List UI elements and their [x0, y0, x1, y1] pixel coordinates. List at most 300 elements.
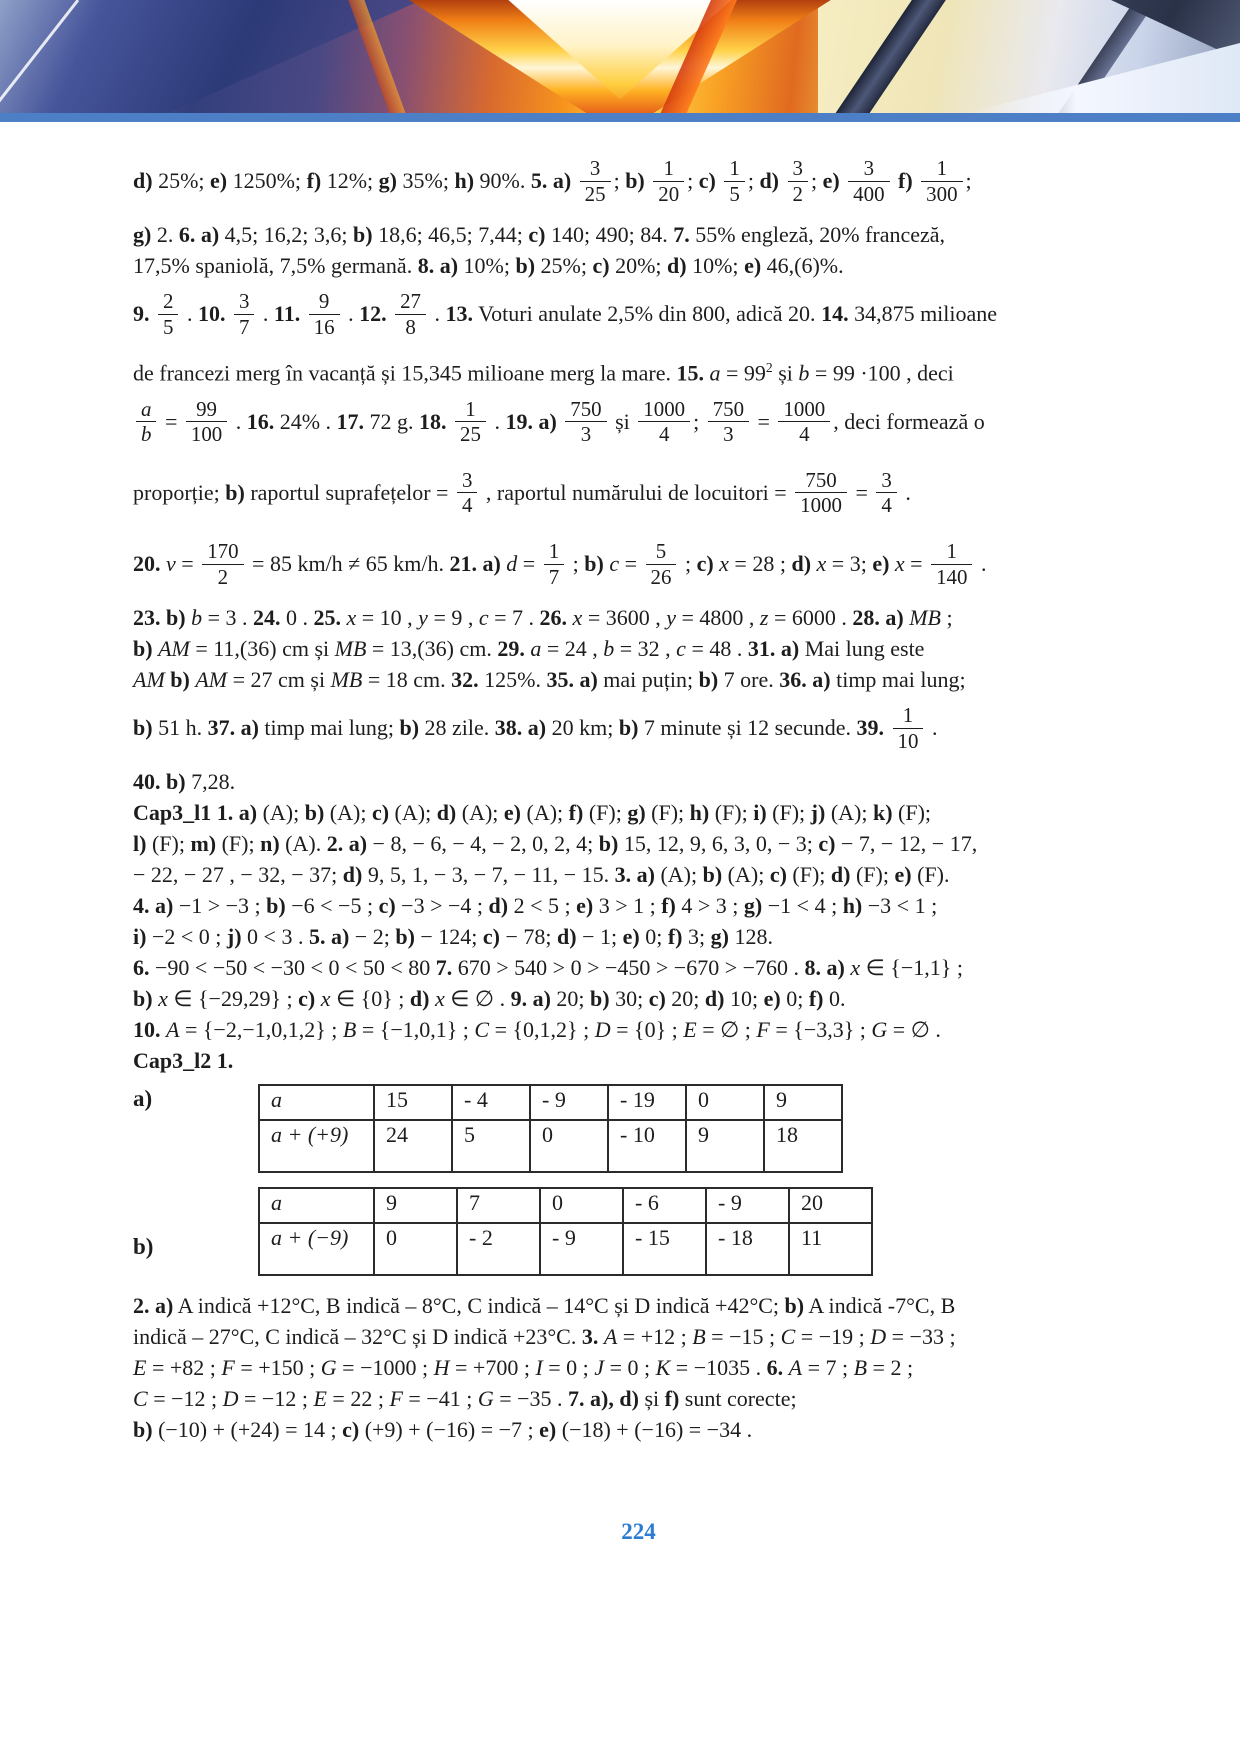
text-segment: b): [266, 893, 286, 919]
text-segment: 6.: [766, 1355, 784, 1381]
text-segment: e): [872, 551, 890, 577]
text-segment: = −15 ;: [705, 1324, 781, 1350]
text-segment: x: [816, 551, 827, 577]
fraction: [931, 540, 972, 588]
fraction: [778, 398, 830, 446]
fraction: [136, 398, 156, 446]
text-segment: ;: [965, 168, 972, 194]
text-segment: [447, 409, 453, 434]
text-segment: c: [478, 605, 489, 631]
answer-line: [133, 1352, 1144, 1383]
text-segment: AM: [195, 667, 228, 693]
text-segment: c): [698, 168, 716, 194]
text-segment: b): [598, 831, 619, 857]
text-segment: x: [346, 605, 357, 631]
text-segment: A indică -7°C, B: [804, 1293, 956, 1319]
text-segment: MB: [334, 636, 367, 662]
table-label: a): [133, 1086, 153, 1112]
text-segment: b): [170, 667, 190, 693]
text-segment: c): [528, 222, 546, 248]
fraction-denominator: 2: [792, 181, 803, 206]
text-segment: 18,6; 46,5; 7,44;: [372, 222, 529, 248]
answer-line: [133, 983, 1144, 1014]
text-segment: 9, 5, 1, − 3, − 7, − 11, − 15.: [362, 862, 615, 888]
answer-line: [133, 1414, 1144, 1445]
table-cell: - 19: [608, 1085, 686, 1120]
fraction: [202, 540, 243, 588]
answer-line: [133, 859, 1144, 890]
text-segment: J: [594, 1355, 605, 1381]
text-segment: x: [320, 986, 331, 1012]
text-segment: A indică +12°C, B indică – 8°C, C indică – 14°C și D indică +42°C;: [173, 1293, 785, 1319]
text-segment: de francezi merg în vacanță și 15,345 milioane merg la mare.: [133, 360, 677, 386]
text-segment: d): [133, 168, 153, 194]
text-segment: e): [576, 893, 594, 919]
fraction-numerator: 750: [795, 469, 847, 494]
text-segment: e): [763, 986, 781, 1012]
answer-lines-bottom: [133, 1290, 1144, 1445]
text-segment: [225, 301, 231, 326]
text-segment: =: [175, 551, 200, 577]
text-segment: G: [320, 1355, 337, 1381]
answer-line: [133, 531, 1144, 602]
text-segment: d): [557, 924, 577, 950]
answer-line: [133, 766, 1144, 797]
text-segment: =: [752, 408, 776, 434]
text-segment: D: [870, 1324, 887, 1350]
text-segment: ;: [613, 168, 626, 194]
text-segment: (A);: [825, 800, 873, 826]
table-cell: a: [259, 1188, 374, 1223]
fraction-denominator: 140: [936, 564, 968, 589]
text-segment: [300, 301, 306, 326]
text-segment: 40. b): [133, 769, 186, 795]
text-segment: f): [664, 1386, 680, 1412]
text-segment: = 2 ;: [867, 1355, 914, 1381]
text-segment: b: [798, 360, 810, 386]
text-segment: ∈ {−1,1} ;: [860, 955, 963, 981]
text-segment: = 7 ;: [802, 1355, 854, 1381]
text-segment: d: [506, 551, 518, 577]
text-segment: = 99: [720, 360, 766, 386]
text-segment: .: [975, 551, 987, 577]
text-segment: = −33 ;: [886, 1324, 956, 1350]
text-segment: = {−3,3} ;: [769, 1017, 872, 1043]
fraction-denominator: 5: [163, 314, 174, 339]
text-segment: A: [166, 1017, 180, 1043]
text-segment: (F);: [709, 800, 754, 826]
table-cell: 15: [374, 1085, 452, 1120]
text-segment: =: [619, 551, 643, 577]
text-segment: e): [539, 1417, 557, 1443]
text-segment: E: [313, 1386, 327, 1412]
fraction-numerator: 1: [455, 398, 486, 423]
text-segment: 19. a): [505, 408, 557, 434]
text-segment: (F);: [892, 800, 932, 826]
text-segment: 7.: [435, 955, 453, 981]
text-segment: n): [260, 831, 280, 857]
text-segment: = 10 ,: [356, 605, 419, 631]
fraction: [580, 157, 611, 205]
text-segment: B: [853, 1355, 868, 1381]
text-segment: b): [225, 479, 245, 505]
text-segment: 20 km;: [546, 715, 619, 741]
text-segment: 8. a): [804, 955, 845, 981]
text-segment: g): [133, 222, 152, 248]
fraction-denominator: 4: [881, 493, 892, 518]
text-segment: A: [603, 1324, 618, 1350]
text-segment: 15.: [676, 360, 704, 386]
text-segment: ;: [687, 168, 699, 194]
text-segment: = −1035 .: [670, 1355, 767, 1381]
text-segment: = ∅ .: [887, 1017, 941, 1043]
fraction: [646, 540, 677, 588]
text-segment: .: [257, 301, 274, 327]
text-segment: 12.: [359, 301, 387, 327]
text-segment: 37. a): [207, 715, 259, 741]
text-segment: 0 < 3 .: [241, 924, 309, 950]
text-segment: și: [638, 1386, 665, 1412]
fraction-numerator: 27: [395, 290, 426, 315]
text-segment: c): [818, 831, 836, 857]
fraction-denominator: 10: [897, 728, 919, 753]
answer-line: [133, 281, 1144, 352]
table-cell: 11: [789, 1223, 872, 1275]
text-segment: = 9 ,: [427, 605, 479, 631]
text-segment: − 8, − 6, − 4, − 2, 0, 2, 4;: [367, 831, 599, 857]
text-segment: (A);: [654, 862, 703, 888]
text-segment: F: [221, 1355, 235, 1381]
fraction-numerator: 3: [457, 469, 477, 494]
text-segment: H: [433, 1355, 450, 1381]
text-segment: b): [698, 667, 719, 693]
text-segment: 24% .: [274, 408, 337, 434]
text-segment: 11.: [273, 301, 301, 327]
text-segment: și: [609, 408, 636, 434]
text-segment: b): [133, 636, 153, 662]
text-segment: h): [689, 800, 710, 826]
text-segment: = {−2,−1,0,1,2} ;: [179, 1017, 343, 1043]
text-segment: x: [572, 605, 583, 631]
table-cell: 9: [686, 1120, 764, 1172]
text-segment: d): [409, 986, 430, 1012]
text-segment: l): [133, 831, 147, 857]
text-segment: = +82 ;: [146, 1355, 222, 1381]
text-segment: 10.: [133, 1017, 161, 1043]
text-segment: 30;: [609, 986, 649, 1012]
text-segment: [571, 168, 577, 193]
answer-line: [133, 148, 1144, 219]
text-segment: =: [904, 551, 929, 577]
table-row: [259, 1188, 872, 1223]
fraction-numerator: 170: [202, 540, 243, 565]
text-segment: b): [584, 551, 604, 577]
text-segment: 10%;: [458, 253, 516, 279]
text-segment: ∈ {−29,29} ;: [167, 986, 299, 1012]
text-segment: C: [474, 1017, 490, 1043]
fraction-denominator: 100: [190, 422, 223, 447]
text-segment: f): [667, 924, 683, 950]
text-segment: d): [436, 800, 457, 826]
text-segment: E: [683, 1017, 697, 1043]
text-segment: D: [222, 1386, 239, 1412]
text-segment: (A);: [324, 800, 372, 826]
answer-line: [133, 1045, 1144, 1076]
text-segment: = 32 ,: [614, 636, 677, 662]
fraction: [876, 469, 896, 517]
text-segment: b): [618, 715, 639, 741]
fraction-denominator: 25: [460, 422, 481, 447]
text-segment: = 24 ,: [541, 636, 604, 662]
text-segment: = 18 cm.: [362, 667, 452, 693]
fraction-numerator: 1: [544, 540, 564, 565]
text-segment: MB: [909, 605, 941, 631]
table-cell: 5: [452, 1120, 530, 1172]
text-segment: 14.: [821, 301, 849, 327]
table-cell: 7: [457, 1188, 540, 1223]
table-cell: a: [259, 1085, 374, 1120]
text-segment: x: [894, 551, 905, 577]
fraction: [788, 157, 808, 205]
text-segment: e): [503, 800, 521, 826]
text-segment: MB: [330, 667, 363, 693]
text-segment: 2. a): [326, 831, 368, 857]
text-segment: (F);: [583, 800, 628, 826]
answer-tables: [133, 1084, 1144, 1276]
text-segment: [387, 301, 393, 326]
fraction-numerator: 99: [186, 398, 227, 423]
text-segment: b: [603, 636, 615, 662]
text-segment: 3;: [682, 924, 711, 950]
fraction: [186, 398, 227, 446]
table-cell: - 9: [706, 1188, 789, 1223]
text-segment: .: [899, 479, 911, 505]
table-cell: 9: [374, 1188, 457, 1223]
text-segment: .: [230, 408, 247, 434]
text-segment: (F);: [786, 862, 831, 888]
text-segment: 2. a): [133, 1293, 174, 1319]
text-segment: G: [871, 1017, 888, 1043]
text-segment: 25.: [313, 605, 341, 631]
text-segment: 31. a): [747, 636, 800, 662]
text-segment: ;: [810, 168, 823, 194]
fraction-denominator: 8: [405, 314, 416, 339]
text-segment: = 85 km/h ≠ 65 km/h.: [246, 551, 450, 577]
answer-line: [133, 664, 1144, 695]
answer-lines-top: [133, 148, 1144, 1076]
text-segment: (A);: [257, 800, 305, 826]
answer-line: [133, 219, 1144, 250]
answer-line: [133, 460, 1144, 531]
text-segment: = 28 ;: [728, 551, 792, 577]
text-segment: 12%;: [321, 168, 379, 194]
fraction-numerator: 1: [724, 157, 744, 182]
fraction: [795, 469, 847, 517]
values-table: [258, 1084, 843, 1173]
text-segment: 17.: [336, 408, 365, 434]
fraction-denominator: 25: [584, 181, 606, 206]
text-segment: d): [704, 986, 725, 1012]
text-segment: x: [158, 986, 168, 1012]
text-segment: sunt corecte;: [679, 1386, 797, 1412]
table-row: [259, 1085, 842, 1120]
answers-content: [0, 122, 1240, 1545]
answer-line: [133, 921, 1144, 952]
text-segment: −2 < 0 ;: [146, 924, 227, 950]
text-segment: a: [530, 636, 542, 662]
text-segment: 20.: [133, 551, 161, 577]
text-segment: e): [210, 168, 228, 194]
text-segment: − 78;: [500, 924, 558, 950]
text-segment: f): [898, 168, 913, 194]
table-label: b): [133, 1234, 154, 1260]
text-segment: [557, 409, 563, 434]
text-segment: = {−1,0,1} ;: [356, 1017, 475, 1043]
text-segment: [779, 168, 785, 193]
text-segment: g): [627, 800, 646, 826]
fraction-denominator: 5: [729, 181, 740, 206]
table-cell: 20: [789, 1188, 872, 1223]
table-row: [259, 1223, 872, 1275]
text-segment: − 124;: [414, 924, 483, 950]
text-segment: = −1000 ;: [336, 1355, 434, 1381]
answer-line: [133, 352, 1144, 388]
text-segment: =: [517, 551, 541, 577]
text-segment: c): [371, 800, 390, 826]
table-cell: - 9: [540, 1223, 623, 1275]
text-segment: x: [850, 955, 861, 981]
text-segment: E: [133, 1355, 147, 1381]
text-segment: 3 > 1 ;: [593, 893, 662, 919]
text-segment: 21. a): [449, 551, 501, 577]
text-segment: 17,5% spaniolă, 7,5% germană.: [133, 253, 418, 279]
text-segment: D: [594, 1017, 611, 1043]
text-segment: B: [692, 1324, 706, 1350]
text-segment: 18.: [419, 408, 447, 434]
fraction-denominator: b: [141, 422, 152, 447]
text-segment: indică – 27°C, C indică – 32°C și D indică +23°C.: [133, 1324, 582, 1350]
text-segment: c): [592, 253, 610, 279]
text-segment: AM: [158, 636, 190, 662]
table-cell: 9: [764, 1085, 842, 1120]
text-segment: = {0} ;: [610, 1017, 684, 1043]
text-segment: 670 > 540 > 0 > −450 > −670 > −760 .: [452, 955, 805, 981]
fraction-denominator: 4: [461, 493, 473, 518]
text-segment: m): [190, 831, 217, 857]
text-segment: 24.: [252, 605, 281, 631]
text-segment: d): [830, 862, 851, 888]
fraction-denominator: 1000: [800, 493, 842, 518]
text-segment: 35%;: [397, 168, 455, 194]
text-segment: 3.: [581, 1324, 599, 1350]
fraction-numerator: 1: [921, 157, 962, 182]
text-segment: b): [590, 986, 610, 1012]
text-segment: (A);: [722, 862, 770, 888]
text-segment: (F);: [645, 800, 690, 826]
text-segment: 7. a), d): [568, 1386, 639, 1412]
answer-line: [133, 1321, 1144, 1352]
text-segment: 6.: [133, 955, 150, 981]
text-segment: b): [625, 168, 645, 194]
text-segment: 6. a): [178, 222, 220, 248]
text-segment: = {0,1,2} ;: [489, 1017, 595, 1043]
text-segment: AM: [133, 667, 165, 693]
text-segment: și: [772, 360, 799, 386]
fraction: [158, 290, 178, 338]
text-segment: = 4800 ,: [676, 605, 760, 631]
text-segment: a: [709, 360, 721, 386]
fraction-numerator: a: [136, 398, 156, 423]
text-segment: b): [399, 715, 420, 741]
text-segment: 10;: [724, 986, 764, 1012]
text-segment: 39.: [856, 715, 885, 741]
text-segment: .: [488, 408, 506, 434]
text-segment: c: [676, 636, 686, 662]
text-segment: 26.: [539, 605, 568, 631]
text-segment: b): [133, 1417, 153, 1443]
fraction-denominator: 26: [650, 564, 672, 589]
text-segment: g): [743, 893, 763, 919]
text-segment: 25%;: [152, 168, 211, 194]
text-segment: Mai lung este: [799, 636, 925, 662]
text-segment: .: [428, 301, 446, 327]
text-segment: Cap3_l2 1.: [133, 1048, 234, 1074]
text-segment: −6 < −5 ;: [285, 893, 379, 919]
text-segment: −1 < 4 ;: [762, 893, 843, 919]
text-segment: 28 zile.: [419, 715, 495, 741]
text-segment: 72 g.: [364, 408, 420, 434]
answer-table-block-a: [133, 1084, 1144, 1173]
text-segment: C: [780, 1324, 796, 1350]
text-segment: = 13,(36) cm.: [366, 636, 498, 662]
text-segment: 15, 12, 9, 6, 3, 0, − 3;: [618, 831, 819, 857]
fraction-denominator: 3: [723, 422, 734, 447]
text-segment: b): [702, 862, 723, 888]
text-segment: d): [759, 168, 779, 194]
text-segment: f): [661, 893, 676, 919]
text-segment: .: [342, 301, 360, 327]
text-segment: = 22 ;: [326, 1386, 390, 1412]
text-segment: 23. b): [133, 605, 186, 631]
text-segment: x: [434, 986, 445, 1012]
text-segment: 128.: [728, 924, 773, 950]
text-segment: b): [395, 924, 415, 950]
text-segment: (F);: [146, 831, 191, 857]
header-image: [0, 0, 1240, 113]
table-cell: - 2: [457, 1223, 540, 1275]
text-segment: 25%;: [535, 253, 593, 279]
text-segment: j): [226, 924, 242, 950]
text-segment: c): [696, 551, 714, 577]
text-segment: z: [759, 605, 769, 631]
text-segment: = 3600 ,: [582, 605, 667, 631]
answer-line: [133, 250, 1144, 281]
table-cell: a + (−9): [259, 1223, 374, 1275]
text-segment: 4 > 3 ;: [675, 893, 744, 919]
text-segment: 7 minute și 12 secunde.: [638, 715, 857, 741]
answer-line: [133, 602, 1144, 633]
text-segment: proporție;: [133, 479, 226, 505]
text-segment: i): [753, 800, 767, 826]
text-segment: 4,5; 16,2; 3,6;: [219, 222, 353, 248]
text-segment: c): [378, 893, 396, 919]
text-segment: = 11,(36) cm și: [189, 636, 335, 662]
text-segment: 2: [765, 360, 773, 376]
text-segment: 7,28.: [185, 769, 236, 795]
fraction: [565, 398, 606, 446]
table-cell: 0: [374, 1223, 457, 1275]
text-segment: 29.: [497, 636, 525, 662]
